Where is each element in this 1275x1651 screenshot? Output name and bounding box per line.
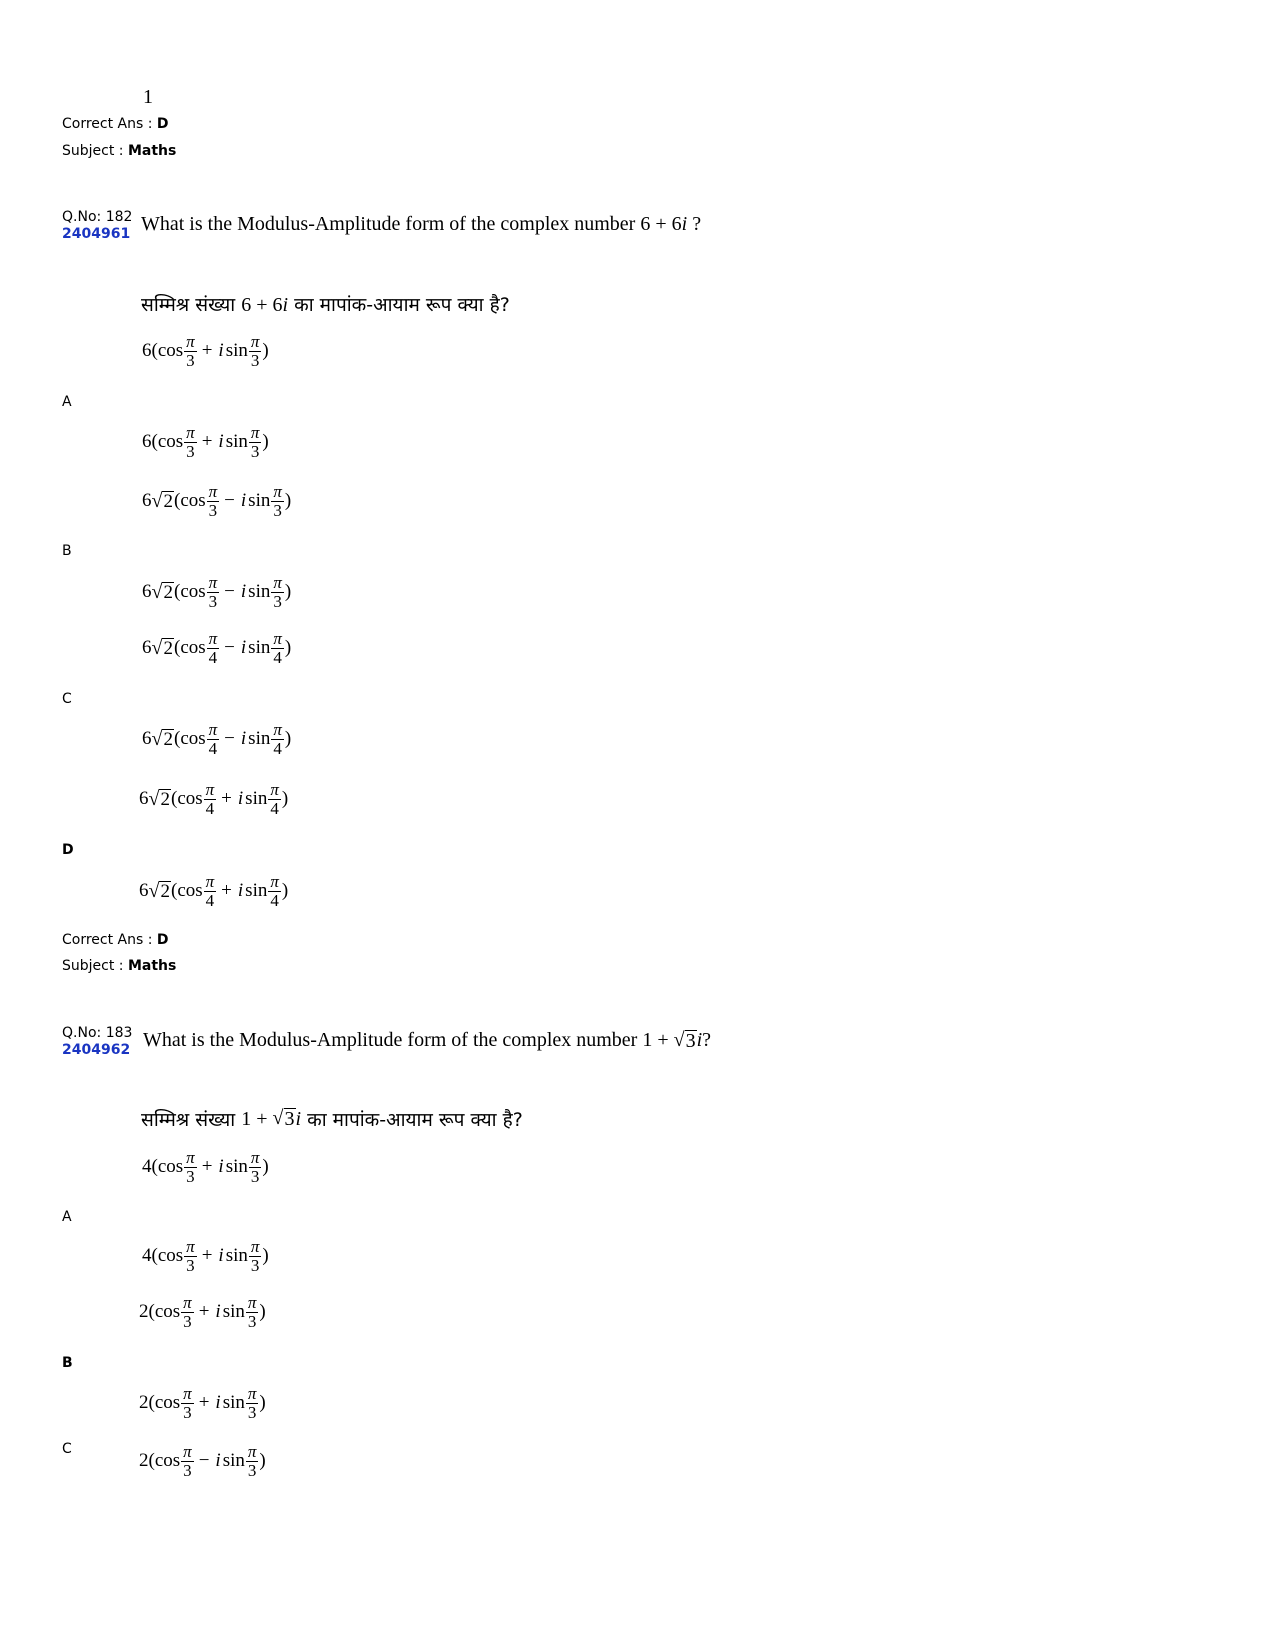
qno-value: 182 bbox=[105, 209, 133, 225]
fraction-numerator: π bbox=[250, 332, 260, 351]
operator: + bbox=[201, 1156, 213, 1178]
correct-answer-line bbox=[62, 116, 169, 132]
fraction-denominator: 3 bbox=[273, 591, 282, 611]
fraction bbox=[249, 1149, 262, 1186]
formula-coefficient: 2 bbox=[139, 1450, 149, 1472]
operator: − bbox=[224, 490, 235, 512]
imag-unit: i bbox=[681, 213, 688, 235]
operator: + bbox=[221, 880, 232, 902]
question-text: What is the Modulus-Amplitude form of the complex number 6 + 6 bbox=[141, 213, 682, 235]
option-label-b: B bbox=[62, 543, 72, 559]
hindi-text: सम्मिश्र संख्या bbox=[141, 1109, 242, 1131]
fraction-denominator: 3 bbox=[208, 500, 218, 520]
fraction bbox=[246, 1294, 259, 1331]
hindi-number: 6 + 6 bbox=[241, 294, 283, 316]
function-name: sin bbox=[222, 1392, 245, 1414]
hindi-number: 1 + bbox=[241, 1107, 273, 1130]
sqrt-radicand: 2 bbox=[160, 880, 170, 902]
function-name: sin bbox=[225, 1245, 248, 1267]
fraction bbox=[271, 721, 284, 758]
fraction-numerator: π bbox=[208, 573, 218, 592]
open-paren: ( bbox=[173, 490, 181, 512]
fraction bbox=[268, 873, 281, 910]
option-label-a: A bbox=[62, 394, 72, 410]
fraction bbox=[204, 781, 217, 818]
fraction-numerator: π bbox=[208, 482, 218, 501]
question-182-header bbox=[62, 209, 132, 243]
correct-answer-value: D bbox=[156, 932, 169, 948]
correct-answer-line bbox=[62, 932, 169, 948]
option-label-c: C bbox=[62, 691, 72, 707]
question-183-text-hi bbox=[141, 1106, 523, 1132]
fraction-numerator: π bbox=[273, 573, 282, 592]
formula-coefficient: 6 bbox=[142, 340, 152, 362]
operator: + bbox=[201, 431, 213, 453]
fraction-denominator: 3 bbox=[186, 350, 195, 370]
open-paren: ( bbox=[148, 1301, 155, 1323]
subject-value: Maths bbox=[127, 958, 177, 974]
fraction bbox=[271, 630, 284, 667]
close-paren: ) bbox=[284, 581, 292, 603]
fraction-numerator: π bbox=[273, 629, 282, 648]
sqrt-radicand: 2 bbox=[163, 728, 173, 750]
formula bbox=[139, 873, 288, 910]
formula bbox=[139, 1294, 266, 1331]
question-183-header bbox=[62, 1025, 132, 1059]
fraction-denominator: 3 bbox=[250, 350, 260, 370]
open-paren: ( bbox=[173, 728, 181, 750]
fraction-numerator: π bbox=[208, 720, 218, 739]
formula-coefficient: 6 bbox=[142, 581, 152, 603]
radical-sign: √ bbox=[151, 580, 163, 603]
fraction-denominator: 3 bbox=[250, 441, 260, 461]
fraction-numerator: π bbox=[247, 1442, 257, 1461]
fraction bbox=[271, 483, 284, 520]
formula-coefficient: 6 bbox=[142, 431, 152, 453]
formula bbox=[139, 1443, 266, 1480]
formula bbox=[142, 333, 269, 370]
radical-sign: √ bbox=[148, 879, 160, 902]
function-name: sin bbox=[225, 431, 248, 453]
imag-unit: i bbox=[215, 1450, 221, 1472]
subject-line bbox=[62, 143, 176, 159]
fraction-numerator: π bbox=[205, 872, 215, 891]
operator: − bbox=[224, 637, 235, 659]
function-name: cos bbox=[157, 1245, 184, 1267]
fraction bbox=[207, 574, 220, 611]
fraction-numerator: π bbox=[250, 1148, 260, 1167]
sqrt-radicand: 2 bbox=[163, 490, 173, 512]
open-paren: ( bbox=[148, 1450, 155, 1472]
close-paren: ) bbox=[281, 880, 289, 902]
formula bbox=[142, 721, 291, 758]
question-id: 2404961 bbox=[62, 226, 131, 242]
function-name: cos bbox=[154, 1301, 181, 1323]
correct-answer-value: D bbox=[156, 116, 169, 132]
fraction-denominator: 3 bbox=[183, 1460, 192, 1480]
fraction-denominator: 3 bbox=[186, 1255, 195, 1275]
function-name: cos bbox=[157, 340, 184, 362]
option-label-a: A bbox=[62, 1209, 72, 1225]
open-paren: ( bbox=[148, 1392, 155, 1414]
operator: + bbox=[201, 1245, 213, 1267]
fraction-numerator: π bbox=[186, 423, 195, 442]
imag-unit: i bbox=[215, 1392, 221, 1414]
page-fragment-number: 1 bbox=[143, 86, 153, 108]
subject-value: Maths bbox=[127, 143, 177, 159]
close-paren: ) bbox=[259, 1301, 266, 1323]
qno-label: Q.No: bbox=[62, 209, 102, 225]
fraction-denominator: 3 bbox=[183, 1402, 192, 1422]
sqrt-symbol bbox=[149, 789, 171, 810]
open-paren: ( bbox=[151, 1245, 158, 1267]
question-182-text-en bbox=[141, 213, 701, 236]
fraction-numerator: π bbox=[273, 720, 282, 739]
subject-line bbox=[62, 958, 176, 974]
fraction-numerator: π bbox=[186, 1237, 195, 1256]
question-mark: ? bbox=[702, 1029, 712, 1051]
close-paren: ) bbox=[284, 637, 292, 659]
fraction bbox=[207, 483, 220, 520]
fraction-numerator: π bbox=[183, 1293, 192, 1312]
formula-coefficient: 2 bbox=[139, 1392, 149, 1414]
qno-value: 183 bbox=[105, 1025, 133, 1041]
fraction-numerator: π bbox=[270, 872, 279, 891]
formula bbox=[139, 1385, 266, 1422]
fraction bbox=[271, 574, 284, 611]
fraction bbox=[207, 630, 220, 667]
close-paren: ) bbox=[262, 1245, 269, 1267]
fraction-denominator: 3 bbox=[250, 1166, 260, 1186]
fraction bbox=[181, 1385, 194, 1422]
function-name: cos bbox=[157, 1156, 184, 1178]
fraction-denominator: 4 bbox=[208, 738, 218, 758]
sqrt-symbol bbox=[152, 638, 174, 659]
fraction bbox=[246, 1385, 259, 1422]
close-paren: ) bbox=[259, 1392, 266, 1414]
fraction-denominator: 4 bbox=[205, 798, 215, 818]
operator: − bbox=[198, 1450, 210, 1472]
fraction-denominator: 3 bbox=[247, 1402, 257, 1422]
sqrt-radicand: 3 bbox=[284, 1108, 295, 1130]
sqrt-symbol bbox=[152, 582, 174, 603]
function-name: sin bbox=[245, 788, 268, 810]
fraction-numerator: π bbox=[186, 1148, 195, 1167]
fraction bbox=[184, 1149, 197, 1186]
formula-coefficient: 6 bbox=[139, 880, 149, 902]
sqrt-symbol: √ 3 bbox=[272, 1107, 295, 1130]
correct-answer-label: Correct Ans : bbox=[62, 932, 153, 948]
function-name: sin bbox=[225, 340, 248, 362]
imag-unit: i bbox=[218, 1156, 224, 1178]
imag-unit: i bbox=[282, 294, 289, 316]
function-name: sin bbox=[248, 637, 271, 659]
hindi-text: सम्मिश्र संख्या bbox=[141, 294, 242, 316]
fraction bbox=[181, 1294, 194, 1331]
fraction bbox=[184, 424, 197, 461]
fraction-denominator: 4 bbox=[208, 647, 218, 667]
imag-unit: i bbox=[218, 431, 224, 453]
function-name: cos bbox=[157, 431, 184, 453]
correct-answer-label: Correct Ans : bbox=[62, 116, 153, 132]
open-paren: ( bbox=[151, 340, 158, 362]
fraction bbox=[249, 424, 262, 461]
radical-sign: √ bbox=[151, 727, 163, 750]
fraction-denominator: 3 bbox=[183, 1311, 192, 1331]
sqrt-radicand: 2 bbox=[163, 637, 173, 659]
imag-unit: i bbox=[218, 1245, 224, 1267]
operator: + bbox=[198, 1301, 210, 1323]
qno-label: Q.No: bbox=[62, 1025, 102, 1041]
formula bbox=[139, 781, 288, 818]
fraction-numerator: π bbox=[247, 1384, 257, 1403]
function-name: sin bbox=[222, 1450, 245, 1472]
close-paren: ) bbox=[262, 1156, 269, 1178]
open-paren: ( bbox=[170, 788, 178, 810]
imag-unit: i bbox=[240, 490, 247, 512]
fraction bbox=[184, 333, 197, 370]
close-paren: ) bbox=[281, 788, 289, 810]
fraction-numerator: π bbox=[208, 629, 218, 648]
formula-coefficient: 2 bbox=[139, 1301, 149, 1323]
sqrt-symbol: √ 3 bbox=[673, 1028, 696, 1052]
fraction-numerator: π bbox=[186, 332, 195, 351]
function-name: sin bbox=[248, 728, 271, 750]
fraction-denominator: 3 bbox=[186, 1166, 195, 1186]
open-paren: ( bbox=[170, 880, 178, 902]
subject-label: Subject : bbox=[62, 143, 124, 159]
fraction bbox=[246, 1443, 259, 1480]
function-name: cos bbox=[180, 581, 206, 603]
open-paren: ( bbox=[151, 431, 158, 453]
open-paren: ( bbox=[173, 637, 181, 659]
imag-unit: i bbox=[215, 1301, 221, 1323]
operator: − bbox=[224, 581, 235, 603]
fraction-numerator: π bbox=[205, 780, 215, 799]
fraction-numerator: π bbox=[247, 1293, 257, 1312]
formula-coefficient: 6 bbox=[139, 788, 149, 810]
sqrt-symbol bbox=[149, 881, 171, 902]
imag-unit: i bbox=[240, 728, 247, 750]
function-name: cos bbox=[177, 788, 203, 810]
open-paren: ( bbox=[173, 581, 181, 603]
imag-unit: i bbox=[240, 637, 247, 659]
radical-sign: √ bbox=[151, 489, 163, 512]
fraction-denominator: 3 bbox=[273, 500, 282, 520]
hindi-text: का मापांक-आयाम रूप क्या है? bbox=[288, 294, 510, 316]
function-name: sin bbox=[225, 1156, 248, 1178]
open-paren: ( bbox=[151, 1156, 158, 1178]
radical-sign: √ bbox=[148, 787, 160, 810]
close-paren: ) bbox=[262, 340, 269, 362]
subject-label: Subject : bbox=[62, 958, 124, 974]
formula bbox=[142, 424, 269, 461]
imag-unit: i bbox=[696, 1029, 703, 1051]
formula-coefficient: 6 bbox=[142, 637, 152, 659]
sqrt-symbol bbox=[152, 729, 174, 750]
fraction-numerator: π bbox=[183, 1384, 192, 1403]
sqrt-radicand: 3 bbox=[685, 1029, 696, 1052]
formula-coefficient: 6 bbox=[142, 728, 152, 750]
fraction-denominator: 3 bbox=[247, 1460, 257, 1480]
operator: + bbox=[198, 1392, 210, 1414]
sqrt-radicand: 2 bbox=[160, 788, 170, 810]
fraction-denominator: 4 bbox=[205, 890, 215, 910]
function-name: cos bbox=[180, 637, 206, 659]
question-183-text-en bbox=[143, 1029, 711, 1052]
fraction-numerator: π bbox=[250, 1237, 260, 1256]
fraction bbox=[249, 1238, 262, 1275]
formula-coefficient: 6 bbox=[142, 490, 152, 512]
function-name: sin bbox=[222, 1301, 245, 1323]
imag-unit: i bbox=[218, 340, 224, 362]
fraction-denominator: 4 bbox=[273, 738, 282, 758]
option-label-b: B bbox=[62, 1355, 73, 1371]
close-paren: ) bbox=[284, 728, 292, 750]
fraction-denominator: 4 bbox=[270, 890, 279, 910]
operator: + bbox=[221, 788, 232, 810]
hindi-text: का मापांक-आयाम रूप क्या है? bbox=[301, 1109, 523, 1131]
function-name: sin bbox=[248, 490, 271, 512]
fraction bbox=[184, 1238, 197, 1275]
operator: + bbox=[201, 340, 213, 362]
fraction-numerator: π bbox=[183, 1442, 192, 1461]
function-name: cos bbox=[154, 1450, 181, 1472]
close-paren: ) bbox=[259, 1450, 266, 1472]
question-182-text-hi bbox=[141, 291, 510, 317]
fraction-denominator: 3 bbox=[250, 1255, 260, 1275]
fraction bbox=[268, 781, 281, 818]
fraction-numerator: π bbox=[270, 780, 279, 799]
question-mark: ? bbox=[687, 213, 702, 235]
fraction-denominator: 3 bbox=[208, 591, 218, 611]
function-name: sin bbox=[248, 581, 271, 603]
fraction-denominator: 4 bbox=[273, 647, 282, 667]
fraction bbox=[181, 1443, 194, 1480]
radical-sign: √ bbox=[151, 636, 163, 659]
sqrt-radicand: 2 bbox=[163, 581, 173, 603]
imag-unit: i bbox=[295, 1107, 302, 1130]
fraction-numerator: π bbox=[250, 423, 260, 442]
function-name: cos bbox=[154, 1392, 181, 1414]
question-id: 2404962 bbox=[62, 1042, 131, 1058]
fraction-denominator: 3 bbox=[186, 441, 195, 461]
option-label-d: D bbox=[62, 842, 74, 858]
formula bbox=[142, 630, 291, 667]
fraction-numerator: π bbox=[273, 482, 282, 501]
fraction-denominator: 3 bbox=[247, 1311, 257, 1331]
close-paren: ) bbox=[284, 490, 292, 512]
question-text: What is the Modulus-Amplitude form of the complex number 1 + bbox=[143, 1029, 674, 1051]
close-paren: ) bbox=[262, 431, 269, 453]
fraction bbox=[207, 721, 220, 758]
formula bbox=[142, 1238, 269, 1275]
formula bbox=[142, 483, 291, 520]
formula bbox=[142, 574, 291, 611]
formula-coefficient: 4 bbox=[142, 1156, 152, 1178]
function-name: sin bbox=[245, 880, 268, 902]
formula bbox=[142, 1149, 269, 1186]
function-name: cos bbox=[180, 728, 206, 750]
function-name: cos bbox=[177, 880, 203, 902]
imag-unit: i bbox=[240, 581, 247, 603]
formula-coefficient: 4 bbox=[142, 1245, 152, 1267]
imag-unit: i bbox=[237, 880, 244, 902]
imag-unit: i bbox=[237, 788, 244, 810]
function-name: cos bbox=[180, 490, 206, 512]
fraction bbox=[204, 873, 217, 910]
option-label-c: C bbox=[62, 1441, 72, 1457]
operator: − bbox=[224, 728, 235, 750]
fraction-denominator: 4 bbox=[270, 798, 279, 818]
sqrt-symbol bbox=[152, 491, 174, 512]
fraction bbox=[249, 333, 262, 370]
